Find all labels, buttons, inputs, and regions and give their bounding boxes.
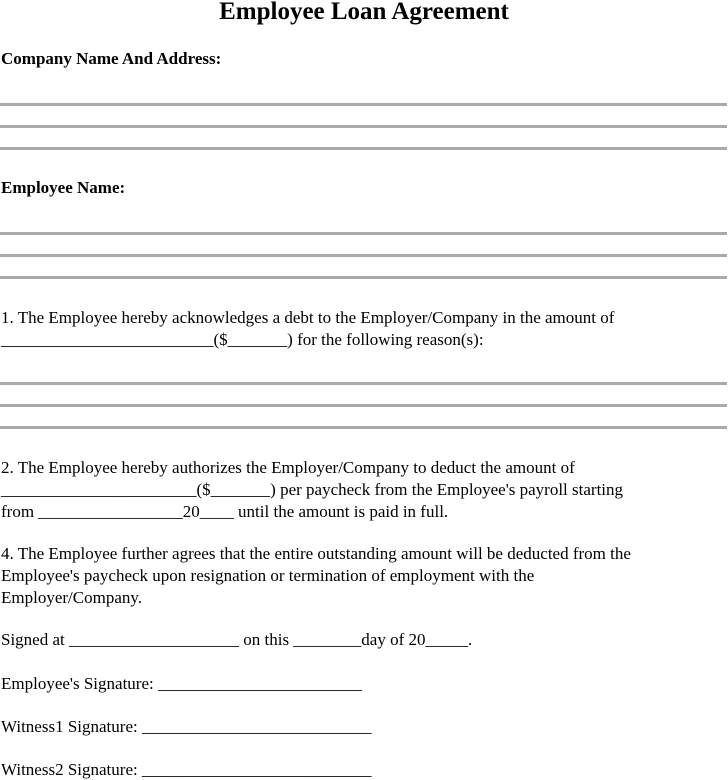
clause-2-line-1: 2. The Employee hereby authorizes the Employer/Company to deduct the amount of: [1, 458, 575, 477]
fill-line[interactable]: [0, 276, 727, 279]
clause-4-line-3: Employer/Company.: [1, 588, 143, 607]
clause-4-line-1: 4. The Employee further agrees that the entire outstanding amount will be deducted from the: [1, 544, 631, 563]
fill-line[interactable]: [0, 103, 727, 106]
fill-line[interactable]: [0, 404, 727, 407]
fill-line[interactable]: [0, 232, 727, 235]
document-title: Employee Loan Agreement: [219, 0, 509, 25]
clause-4-line-2: Employee's paycheck upon resignation or termination of employment with the: [1, 566, 535, 585]
witness1-signature-line: Witness1 Signature: ___________________________: [1, 717, 372, 736]
fill-line[interactable]: [0, 254, 727, 257]
witness2-signature-line: Witness2 Signature: ___________________________: [1, 760, 372, 779]
fill-line[interactable]: [0, 125, 727, 128]
clause-1-line-2: _________________________($_______) for the following reason(s):: [1, 330, 484, 349]
clause-1-line-1: 1. The Employee hereby acknowledges a debt to the Employer/Company in the amount of: [1, 308, 615, 327]
signed-at-line: Signed at ____________________ on this ________day of 20_____.: [1, 630, 473, 649]
fill-line[interactable]: [0, 426, 727, 429]
clause-2-line-2: _______________________($_______) per paycheck from the Employee's payroll starting: [1, 480, 624, 499]
employee-signature-line: Employee's Signature: ________________________: [1, 674, 362, 693]
company-name-address-label: Company Name And Address:: [1, 49, 222, 68]
employee-name-label: Employee Name:: [1, 178, 126, 197]
clause-2-line-3: from _________________20____ until the amount is paid in full.: [1, 502, 449, 521]
fill-line[interactable]: [0, 382, 727, 385]
fill-line[interactable]: [0, 147, 727, 150]
